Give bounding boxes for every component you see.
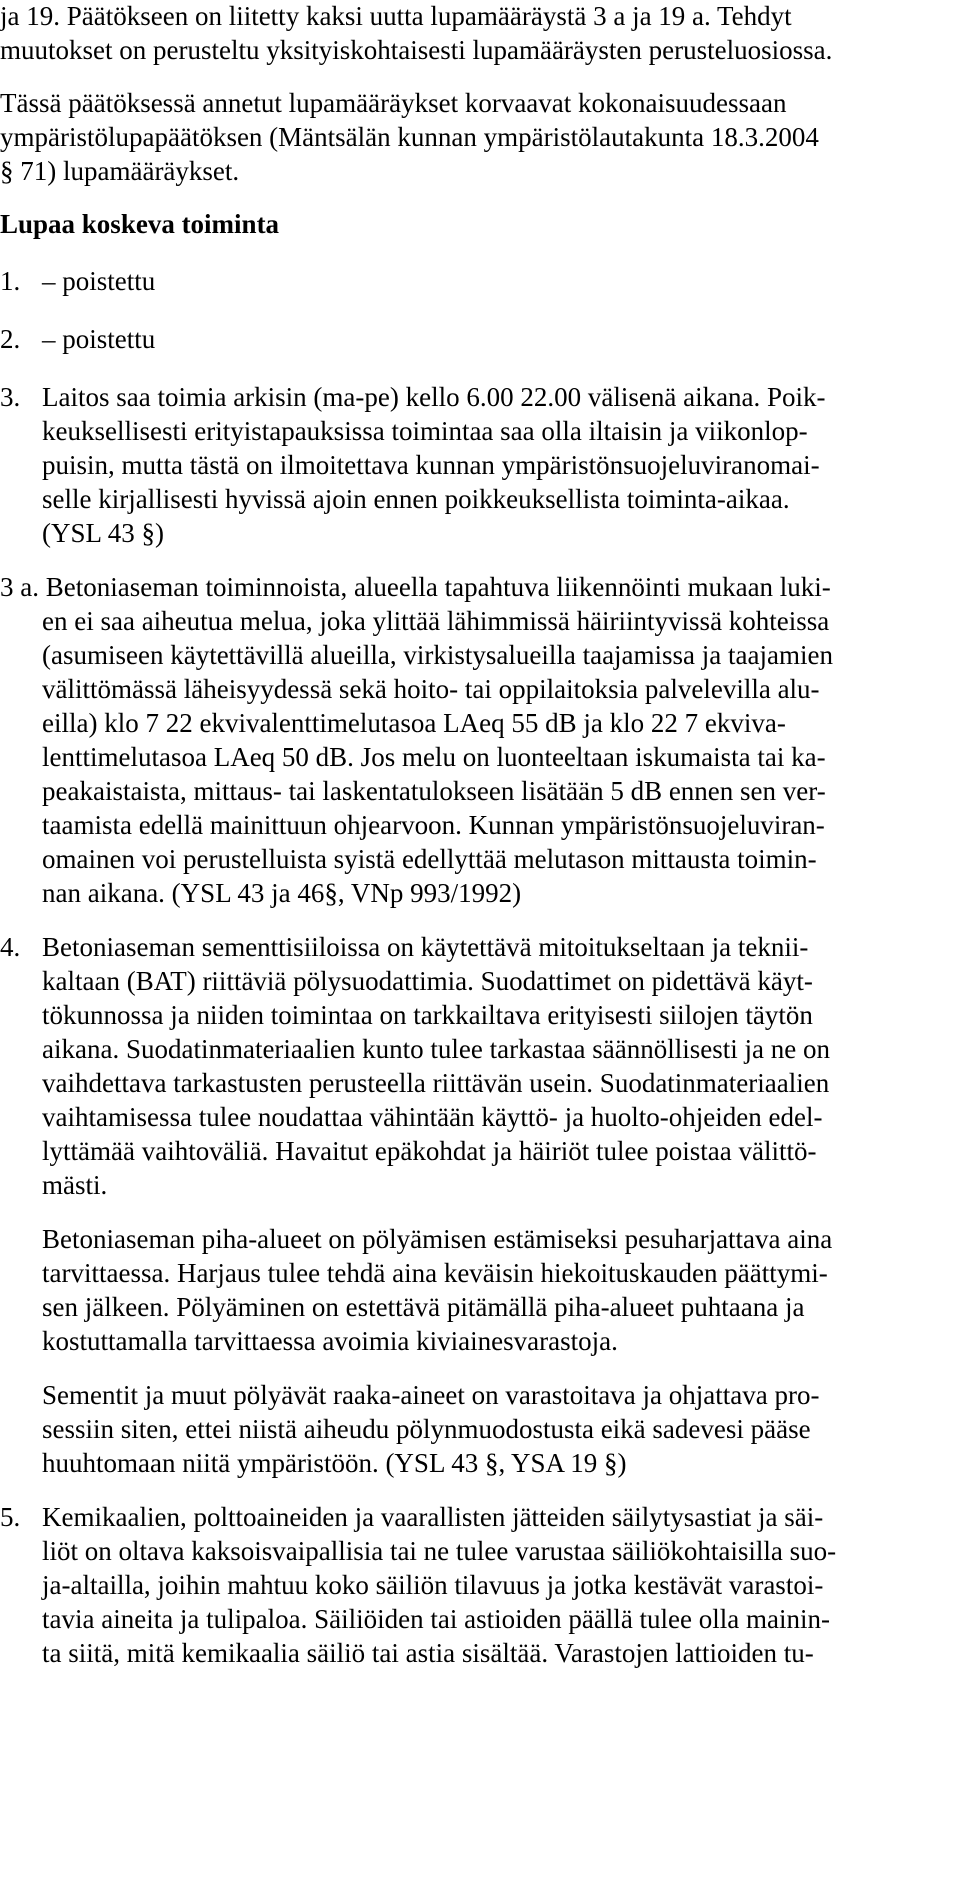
item-3-number: 3. [0, 382, 21, 412]
item-5-line-1: Kemikaalien, polttoaineiden ja vaarallisten jätteiden säilytysastiat ja säi- [42, 1502, 824, 1532]
item-5-line-5: ta siitä, mitä kemikaalia säiliö tai astia sisältää. Varastojen lattioiden tu- [42, 1638, 814, 1668]
item-4-line-8: mästi. [42, 1170, 108, 1200]
item-4-line-1: Betoniaseman sementtisiiloissa on käytettävä mitoitukseltaan ja teknii- [42, 932, 809, 962]
item-4-p2-line-4: kostuttamalla tarvittaessa avoimia kiviainesvarastoja. [42, 1326, 618, 1356]
item-3a-line-4: välittömässä läheisyydessä sekä hoito- tai oppilaitoksia palvelevilla alu- [42, 674, 820, 704]
item-4-line-3: tökunnossa ja niiden toimintaa on tarkkailtava erityisesti siilojen täytön [42, 1000, 813, 1030]
item-3a-line-10: nan aikana. (YSL 43 ja 46§, VNp 993/1992) [42, 878, 522, 908]
item-4-p3-line-1: Sementit ja muut pölyävät raaka-aineet on varastoitava ja ohjattava pro- [42, 1380, 820, 1410]
item-5-line-4: tavia aineita ja tulipaloa. Säiliöiden tai astioiden päällä tulee olla mainin- [42, 1604, 830, 1634]
item-3-line-3: puisin, mutta tästä on ilmoitettava kunnan ympäristönsuojeluviranomai- [42, 450, 820, 480]
intro-line-2: muutokset on perusteltu yksityiskohtaisesti lupamääräysten perusteluosiossa. [0, 35, 833, 65]
item-5-line-3: ja-altailla, joihin mahtuu koko säiliön tilavuus ja jotka kestävät varastoi- [42, 1570, 824, 1600]
item-5-line-2: liöt on oltava kaksoisvaipallisia tai ne tulee varustaa säiliökohtaisilla suo- [42, 1536, 837, 1566]
item-3a-line-6: lenttimelutasoa LAeq 50 dB. Jos melu on luonteeltaan iskumaista tai ka- [42, 742, 826, 772]
item-4-p2-line-2: tarvittaessa. Harjaus tulee tehdä aina keväisin hiekoituskauden päättymi- [42, 1258, 828, 1288]
item-3-line-4: selle kirjallisesti hyvissä ajoin ennen poikkeuksellista toiminta-aikaa. [42, 484, 790, 514]
replace-line-2: ympäristölupapäätöksen (Mäntsälän kunnan ympäristölautakunta 18.3.2004 [0, 122, 819, 152]
item-4-number: 4. [0, 932, 21, 962]
item-3a-line-5: eilla) klo 7 22 ekvivalenttimelutasoa LAeq 55 dB ja klo 22 7 ekviva- [42, 708, 786, 738]
item-3a-line-2: en ei saa aiheutua melua, joka ylittää lähimmissä häiriintyvissä kohteissa [42, 606, 830, 636]
item-1-text: – poistettu [42, 266, 156, 296]
section-heading: Lupaa koskeva toiminta [0, 209, 280, 239]
item-2-text: – poistettu [42, 324, 156, 354]
item-3-line-1: Laitos saa toimia arkisin (ma-pe) kello 6.00 22.00 välisenä aikana. Poik- [42, 382, 826, 412]
item-3a-line-1: 3 a. Betoniaseman toiminnoista, alueella tapahtuva liikennöinti mukaan luki- [0, 572, 831, 602]
item-4-line-2: kaltaan (BAT) riittäviä pölysuodattimia. Suodattimet on pidettävä käyt- [42, 966, 813, 996]
item-5-number: 5. [0, 1502, 21, 1532]
item-2-number: 2. [0, 324, 21, 354]
item-4-line-6: vaihtamisessa tulee noudattaa vähintään käyttö- ja huolto-ohjeiden edel- [42, 1102, 823, 1132]
item-3-line-5: (YSL 43 §) [42, 518, 164, 548]
item-3a-line-3: (asumiseen käytettävillä alueilla, virkistysalueilla taajamissa ja taajamien [42, 640, 833, 670]
item-3-line-2: keuksellisesti erityistapauksissa toimintaa saa olla iltaisin ja viikonlop- [42, 416, 808, 446]
replace-line-1: Tässä päätöksessä annetut lupamääräykset korvaavat kokonaisuudessaan [0, 88, 787, 118]
item-4-line-4: aikana. Suodatinmateriaalien kunto tulee tarkastaa säännöllisesti ja ne on [42, 1034, 830, 1064]
item-3a-line-8: taamista edellä mainittuun ohjearvoon. Kunnan ympäristönsuojeluviran- [42, 810, 825, 840]
item-3a-line-7: peakaistaista, mittaus- tai laskentatulokseen lisätään 5 dB ennen sen ver- [42, 776, 826, 806]
item-4-line-7: lyttämää vaihtoväliä. Havaitut epäkohdat ja häiriöt tulee poistaa välittö- [42, 1136, 817, 1166]
item-4-p2-line-1: Betoniaseman piha-alueet on pölyämisen estämiseksi pesuharjattava aina [42, 1224, 833, 1254]
item-4-p3-line-3: huuhtomaan niitä ympäristöön. (YSL 43 §, YSA 19 §) [42, 1448, 627, 1478]
item-4-line-5: vaihdettava tarkastusten perusteella riittävän usein. Suodatinmateriaalien [42, 1068, 830, 1098]
replace-line-3: § 71) lupamääräykset. [0, 156, 240, 186]
intro-line-1: ja 19. Päätökseen on liitetty kaksi uutta lupamääräystä 3 a ja 19 a. Tehdyt [0, 1, 792, 31]
item-3a-line-9: omainen voi perustelluista syistä edellyttää melutason mittausta toimin- [42, 844, 817, 874]
item-1-number: 1. [0, 266, 21, 296]
item-4-p3-line-2: sessiin siten, ettei niistä aiheudu pölynmuodostusta eikä sadevesi pääse [42, 1414, 811, 1444]
item-4-p2-line-3: sen jälkeen. Pölyäminen on estettävä pitämällä piha-alueet puhtaana ja [42, 1292, 805, 1322]
